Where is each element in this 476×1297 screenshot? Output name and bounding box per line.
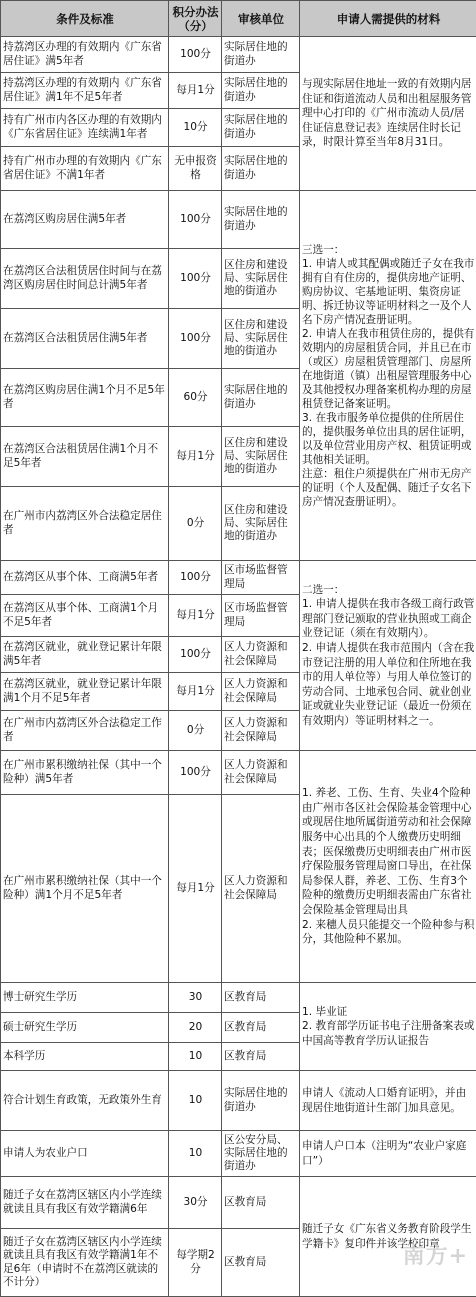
points-cell: 无申报资格 bbox=[169, 147, 222, 191]
table-row bbox=[1, 561, 476, 595]
unit-cell: 区教育局 bbox=[222, 1043, 300, 1071]
points-cell: 20 bbox=[169, 1013, 222, 1043]
unit-cell: 区教育局 bbox=[222, 1229, 300, 1297]
condition-cell: 在荔湾区购房居住满1个月不足5年者 bbox=[1, 369, 169, 427]
unit-cell: 实际居住地的街道办 bbox=[222, 191, 300, 249]
materials-children: 随迁子女《广东省义务教育阶段学生学籍卡》复印件并该学校印章 bbox=[300, 1177, 476, 1297]
condition-cell: 符合计划生育政策，无政策外生育 bbox=[1, 1071, 169, 1131]
housing-line: 1. 申请人或其配偶或随迁子女在我市拥有自有住房的，提供房地产证明、购房协议、宅基地证明、集资房证明、拆迁协议等证明材料之一及个人名下房产情况查册证明。 bbox=[302, 257, 475, 327]
condition-cell: 在荔湾区从事个体、工商满5年者 bbox=[1, 561, 169, 595]
housing-line: 2. 申请人在我市租赁住房的，提供有效期内的房屋租赁合同，并且已在市（或区）房屋租赁管理部门、房屋所在地街道（镇）出租屋管理服务中心及其他授权办理备案机构办理的房屋租赁登记备案证明。 bbox=[302, 327, 475, 411]
materials-housing bbox=[300, 191, 476, 561]
condition-cell: 在荔湾区合法租赁居住时间与在荔湾区购房居住时间总计满5年者 bbox=[1, 249, 169, 309]
table-row bbox=[1, 191, 476, 249]
materials-insurance bbox=[300, 751, 476, 983]
points-cell: 每月1分 bbox=[169, 73, 222, 109]
unit-cell: 实际居住地的街道办 bbox=[222, 73, 300, 109]
condition-cell: 硕士研究生学历 bbox=[1, 1013, 169, 1043]
condition-cell: 持有广州市办理的有效期内《广东省居住证》不满1年者 bbox=[1, 147, 169, 191]
header-materials: 申请人需提供的材料 bbox=[300, 1, 476, 37]
header-condition: 条件及标准 bbox=[1, 1, 169, 37]
unit-cell: 实际居住地的街道办 bbox=[222, 147, 300, 191]
unit-cell: 区住房和建设局、实际居住地的街道办 bbox=[222, 487, 300, 561]
header-unit: 审核单位 bbox=[222, 1, 300, 37]
condition-cell: 在广州市内荔湾区外合法稳定居住者 bbox=[1, 487, 169, 561]
table-row bbox=[1, 37, 476, 73]
condition-cell: 在荔湾区购房居住满5年者 bbox=[1, 191, 169, 249]
work-line: 二选一： bbox=[302, 583, 475, 598]
points-cell: 100分 bbox=[169, 249, 222, 309]
materials-family-planning: 申请人《流动人口婚育证明》，并由现居住地街道计生部门加具意见。 bbox=[300, 1071, 476, 1131]
condition-cell: 在广州市累积缴纳社保（其中一个险种）满1个月不足5年者 bbox=[1, 795, 169, 983]
condition-cell: 在荔湾区合法租赁居住满1个月不足5年者 bbox=[1, 427, 169, 487]
unit-cell: 区市场监督管理局 bbox=[222, 561, 300, 595]
condition-cell: 博士研究生学历 bbox=[1, 983, 169, 1013]
points-cell: 每月1分 bbox=[169, 795, 222, 983]
points-cell: 10 bbox=[169, 1071, 222, 1131]
points-cell: 0分 bbox=[169, 711, 222, 751]
condition-cell: 申请人为农业户口 bbox=[1, 1131, 169, 1177]
points-cell: 10分 bbox=[169, 109, 222, 147]
table-row bbox=[1, 983, 476, 1013]
condition-cell: 随迁子女在荔湾区辖区内小学连续就读且具有我区有效学籍满1年不足6年（申请时不在荔湾区就读的不计分） bbox=[1, 1229, 169, 1297]
points-cell: 100分 bbox=[169, 191, 222, 249]
points-cell: 10 bbox=[169, 1043, 222, 1071]
points-cell: 100分 bbox=[169, 637, 222, 673]
table-row bbox=[1, 1131, 476, 1177]
work-line: 2. 申请人提供在我市范围内（含在我市登记注册的用人单位和住所地在我市的用人单位等）与用人单位签订的劳动合同、土地承包合同、就业创业证或就业失业登记证（最近一份须在有效期内）等证明材料之一。 bbox=[302, 641, 475, 729]
table-row bbox=[1, 1071, 476, 1131]
condition-cell: 持有广州市内各区办理的有效期内《广东省居住证》连续满1年者 bbox=[1, 109, 169, 147]
condition-cell: 在荔湾区就业，就业登记累计年限满1个月不足5年者 bbox=[1, 673, 169, 711]
unit-cell: 区住房和建设局、实际居住地的街道办 bbox=[222, 309, 300, 369]
points-cell: 每月1分 bbox=[169, 673, 222, 711]
unit-cell: 区人力资源和社会保障局 bbox=[222, 795, 300, 983]
unit-cell: 区住房和建设局、实际居住地的街道办 bbox=[222, 427, 300, 487]
unit-cell: 区教育局 bbox=[222, 1177, 300, 1229]
points-cell: 10 bbox=[169, 1131, 222, 1177]
condition-cell: 持荔湾区办理的有效期内《广东省居住证》满1年不足5年者 bbox=[1, 73, 169, 109]
housing-note: 注意：租住户须提供在广州市无房产的证明（个人及配偶、随迁子女名下房产情况查册证明）。 bbox=[302, 467, 475, 509]
unit-cell: 实际居住地的街道办 bbox=[222, 369, 300, 427]
points-cell: 每月1分 bbox=[169, 427, 222, 487]
materials-hukou: 申请人户口本（注明为“农业户家庭口”） bbox=[300, 1131, 476, 1177]
points-cell: 每月1分 bbox=[169, 595, 222, 637]
unit-cell: 区教育局 bbox=[222, 1013, 300, 1043]
header-points: 积分办法（分） bbox=[169, 1, 222, 37]
table-row bbox=[1, 751, 476, 795]
points-cell: 30 bbox=[169, 983, 222, 1013]
unit-cell: 区住房和建设局、实际居住地的街道办 bbox=[222, 249, 300, 309]
table-row bbox=[1, 1177, 476, 1229]
points-cell: 100分 bbox=[169, 561, 222, 595]
condition-cell: 在荔湾区合法租赁居住满5年者 bbox=[1, 309, 169, 369]
unit-cell: 区人力资源和社会保障局 bbox=[222, 637, 300, 673]
header-row bbox=[1, 1, 476, 37]
condition-cell: 在广州市累积缴纳社保（其中一个险种）满5年者 bbox=[1, 751, 169, 795]
education-line: 1. 毕业证 bbox=[302, 1005, 475, 1020]
insurance-line: 2. 来穗人员只能提交一个险种参与积分，其他险种不累加。 bbox=[302, 918, 475, 947]
unit-cell: 实际居住地的街道办 bbox=[222, 109, 300, 147]
points-cell: 100分 bbox=[169, 309, 222, 369]
points-cell: 30分 bbox=[169, 1177, 222, 1229]
points-cell: 100分 bbox=[169, 751, 222, 795]
condition-cell: 随迁子女在荔湾区辖区内小学连续就读且具有我区有效学籍满6年 bbox=[1, 1177, 169, 1229]
insurance-line: 1. 养老、工伤、生育、失业4个险种由广州市各区社会保险基金管理中心或现居住地所属街道劳动和社会保障服务中心出具的个人缴费历史明细表；医保缴费历史明细表由广州市医疗保险服务管理局窗口导出，在社保局参保人群，养老、工伤、生育3个险种的缴费历史明细表需由广东省社会保险基金管理局出具 bbox=[302, 786, 475, 917]
unit-cell: 区市场监督管理局 bbox=[222, 595, 300, 637]
condition-cell: 本科学历 bbox=[1, 1043, 169, 1071]
unit-cell: 实际居住地的街道办 bbox=[222, 37, 300, 73]
materials-education bbox=[300, 983, 476, 1071]
housing-line: 3. 在我市服务单位提供的住所居住的，提供服务单位出具的居住证明，以及单位营业用房产权、租赁证明或其他相关证明。 bbox=[302, 411, 475, 467]
condition-cell: 在荔湾区就业，就业登记累计年限满5年者 bbox=[1, 637, 169, 673]
condition-cell: 在荔湾区从事个体、工商满1个月不足5年者 bbox=[1, 595, 169, 637]
work-line: 1. 申请人提供在我市各级工商行政管理部门登记颁取的营业执照或工商企业登记证（须在有效期内）。 bbox=[302, 597, 475, 641]
materials-work bbox=[300, 561, 476, 751]
points-cell: 每学期2分 bbox=[169, 1229, 222, 1297]
unit-cell: 区人力资源和社会保障局 bbox=[222, 711, 300, 751]
points-cell: 60分 bbox=[169, 369, 222, 427]
education-line: 2. 教育部学历证书电子注册备案表或中国高等教育学历认证报告 bbox=[302, 1019, 475, 1048]
points-cell: 100分 bbox=[169, 37, 222, 73]
unit-cell: 区人力资源和社会保障局 bbox=[222, 673, 300, 711]
unit-cell: 区教育局 bbox=[222, 983, 300, 1013]
watermark-logo: 南方+ bbox=[403, 1239, 468, 1270]
unit-cell: 区人力资源和社会保障局 bbox=[222, 751, 300, 795]
points-cell: 0分 bbox=[169, 487, 222, 561]
condition-cell: 持荔湾区办理的有效期内《广东省居住证》满5年者 bbox=[1, 37, 169, 73]
housing-line: 三选一： bbox=[302, 243, 475, 257]
unit-cell: 区公安分局、实际居住地的街道办 bbox=[222, 1131, 300, 1177]
unit-cell: 实际居住地的街道办 bbox=[222, 1071, 300, 1131]
condition-cell: 在广州市内荔湾区外合法稳定工作者 bbox=[1, 711, 169, 751]
materials-residence: 与现实际居住地址一致的有效期内居住证和街道流动人员和出租屋服务管理中心打印的《广州市流动人员/居住证信息登记表》连续居住时长记录，时限计算至当年8月31日。 bbox=[300, 37, 476, 191]
